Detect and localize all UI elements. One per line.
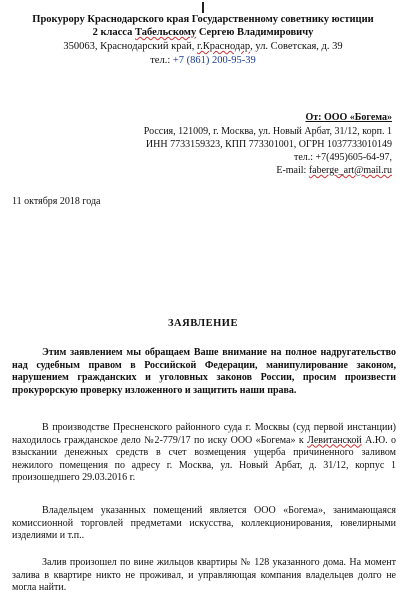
paragraph-flood: Залив произошел по вине жильцов квартиры № 128 указанного дома. На момент залива в квартире никто не проживал, и управляющая компания владельцев долго не могла найти. (12, 557, 396, 594)
sender-phone: тел.: +7(495)605-64-97, (293, 152, 392, 163)
addressee-phone-link[interactable]: +7 (861) 200-95-39 (172, 55, 256, 66)
document-date: 11 октября 2018 года (12, 196, 101, 207)
paragraph-owner: Владельцем указанных помещений является ООО «Богема», занимающаяся комиссионной торговлей предметами искусства, коллекционирования, ювелирными изделиями и т.п.. (12, 505, 396, 542)
addressee-line-2: 2 класса Табельскому Сергею Владимировичу (92, 27, 314, 38)
paragraph-court-case: В производстве Пресненского районного суда г. Москвы (суд первой инстанции) находилось гражданское дело №2-779/17 по иску ООО «Богема» к Левитанской А.Ю. о взыскании денежных средств в счет возмещения ущерба причиненного заливом нежилого помещения по адресу г. Москва, ул. Новый Арбат, д. 31/12, корпус 1 произошедшего 29.03.2016 г. (12, 422, 397, 484)
document-title: ЗАЯВЛЕНИЕ (168, 318, 238, 329)
addressee-line-1: Прокурору Краснодарского края Государственному советнику юстиции (32, 14, 374, 25)
text-cursor (202, 2, 204, 13)
sender-ids: ИНН 7733159323, КПП 773301001, ОГРН 1037733010149 (145, 139, 392, 150)
sender-address: Россия, 121009, г. Москва, ул. Новый Арбат, 31/12, корп. 1 (143, 126, 392, 137)
sender-email: E-mail: faberge_art@mail.ru (276, 165, 392, 176)
paragraph-appeal: Этим заявлением мы обращаем Ваше внимание на полное надругательство над судебным правом в Российской Федерации, манипулирование законом, нарушением гражданских и уголовных законов России, просим произвести прокурорскую проверку изложенного и защитить наши права. (12, 347, 396, 396)
sender-name: От: ООО «Богема» (305, 112, 392, 123)
addressee-phone: тел.: +7 (861) 200-95-39 (150, 55, 256, 66)
addressee-surname: Табельскому (134, 27, 197, 38)
sender-email-link[interactable]: faberge_art@mail.ru (308, 165, 392, 176)
addressee-address: 350063, Краснодарский край, г.Краснодар, ул. Советская, д. 39 (63, 41, 343, 52)
